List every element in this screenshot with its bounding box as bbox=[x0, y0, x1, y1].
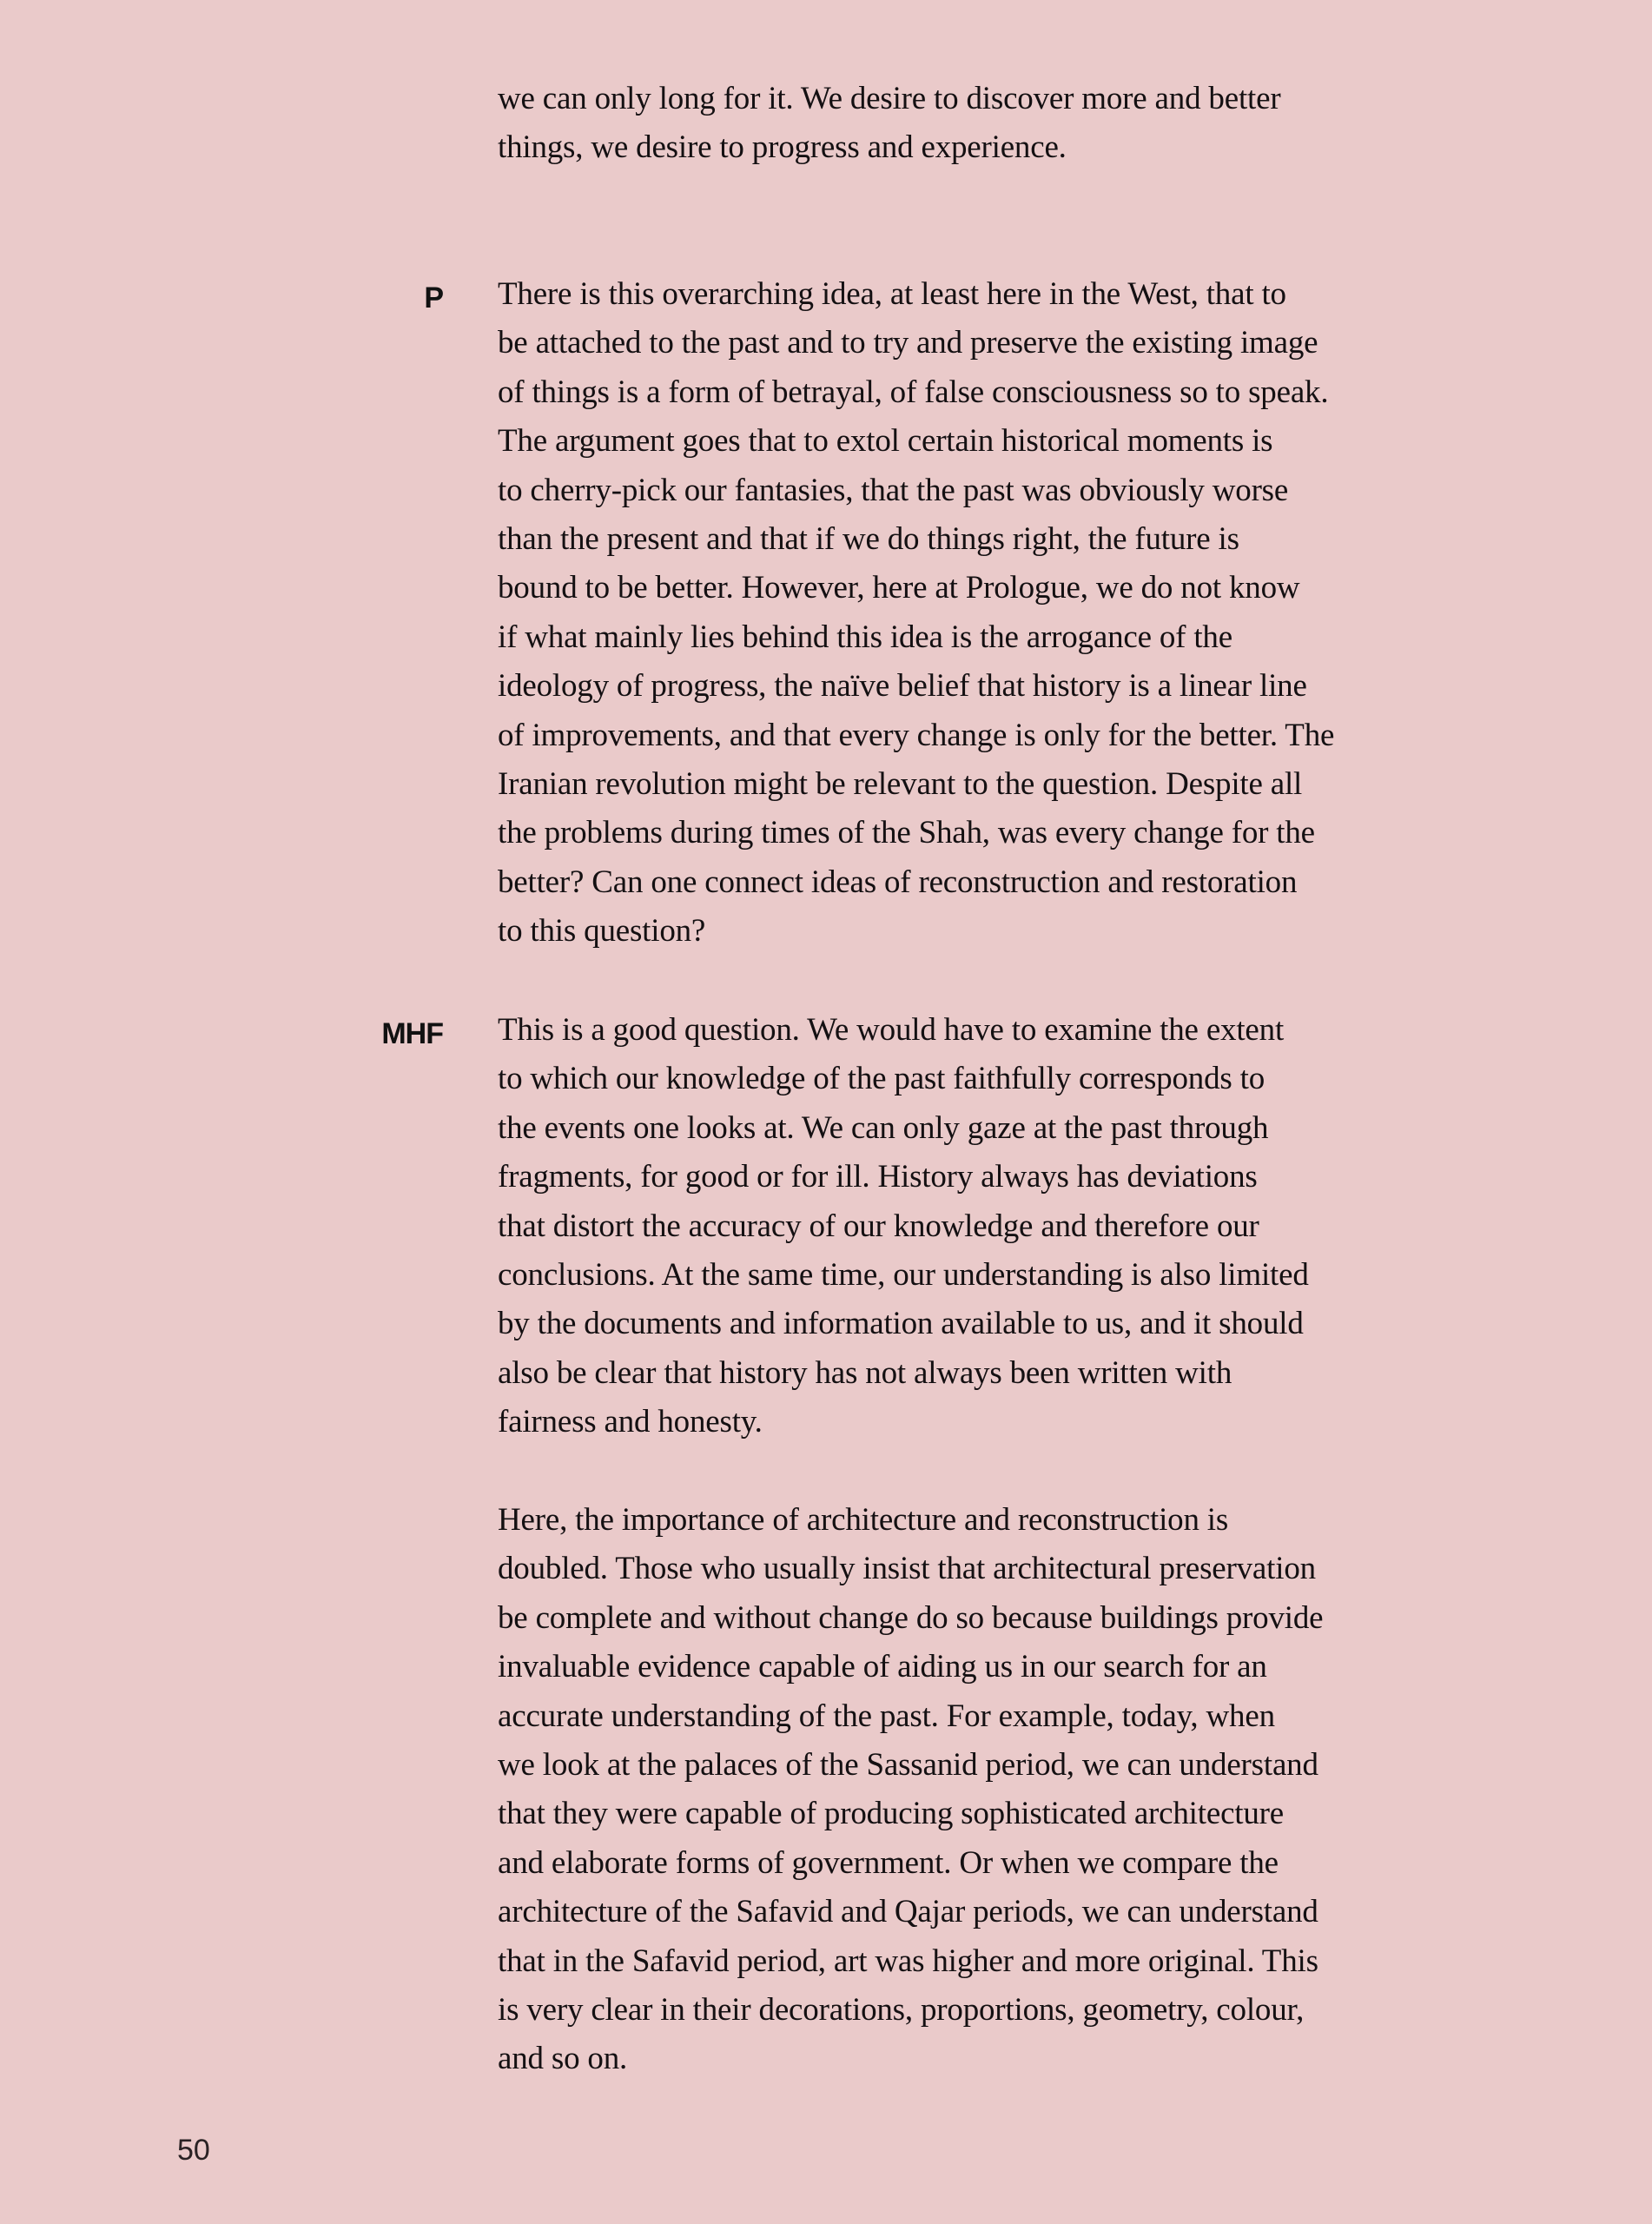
text-line: the events one looks at. We can only gaze at the past through bbox=[498, 1109, 1269, 1146]
paragraph-text bbox=[498, 75, 1497, 173]
text-line: invaluable evidence capable of aiding us in our search for an bbox=[498, 1649, 1267, 1685]
text-line: be attached to the past and to try and preserve the existing image bbox=[498, 325, 1318, 361]
text-line: of things is a form of betrayal, of false consciousness so to speak. bbox=[498, 374, 1329, 410]
text-line: be complete and without change do so because buildings provide bbox=[498, 1599, 1324, 1636]
text-line: by the documents and information available to us, and it should bbox=[498, 1306, 1304, 1342]
text-line: bound to be better. However, here at Prologue, we do not know bbox=[498, 570, 1300, 606]
text-line: Here, the importance of architecture and reconstruction is bbox=[498, 1502, 1229, 1538]
paragraph-text bbox=[498, 270, 1497, 956]
text-line: things, we desire to progress and experience. bbox=[498, 129, 1067, 166]
text-line: of improvements, and that every change is only for the better. The bbox=[498, 717, 1335, 753]
text-line: than the present and that if we do things right, the future is bbox=[498, 521, 1239, 558]
text-line: and elaborate forms of government. Or when we compare the bbox=[498, 1844, 1279, 1881]
text-line: accurate understanding of the past. For example, today, when bbox=[498, 1698, 1275, 1734]
text-line: fairness and honesty. bbox=[498, 1404, 763, 1440]
page-number: 50 bbox=[177, 2134, 210, 2167]
speaker-label-p: P bbox=[424, 281, 443, 314]
text-line: and so on. bbox=[498, 2041, 628, 2077]
text-line: doubled. Those who usually insist that architectural preservation bbox=[498, 1551, 1316, 1587]
text-line: also be clear that history has not always been written with bbox=[498, 1354, 1232, 1391]
text-line: we look at the palaces of the Sassanid period, we can understand bbox=[498, 1747, 1318, 1784]
text-line: ideology of progress, the naïve belief that history is a linear line bbox=[498, 668, 1307, 705]
text-line: to which our knowledge of the past faithfully corresponds to bbox=[498, 1061, 1265, 1097]
text-line: that in the Safavid period, art was higher and more original. This bbox=[498, 1943, 1318, 1979]
text-line: to cherry-pick our fantasies, that the past was obviously worse bbox=[498, 472, 1289, 508]
text-line: that distort the accuracy of our knowledge and therefore our bbox=[498, 1208, 1259, 1244]
speaker-label-mhf: MHF bbox=[381, 1017, 443, 1050]
paragraph-text bbox=[498, 1006, 1497, 1447]
text-line: if what mainly lies behind this idea is the arrogance of the bbox=[498, 619, 1232, 655]
paragraph-text bbox=[498, 1496, 1497, 2084]
text-line: we can only long for it. We desire to discover more and better bbox=[498, 81, 1281, 116]
text-line: better? Can one connect ideas of reconstruction and restoration bbox=[498, 864, 1298, 900]
text-line: Iranian revolution might be relevant to the question. Despite all bbox=[498, 766, 1303, 803]
text-line: architecture of the Safavid and Qajar periods, we can understand bbox=[498, 1894, 1318, 1930]
text-line: This is a good question. We would have to examine the extent bbox=[498, 1012, 1285, 1048]
text-line: is very clear in their decorations, proportions, geometry, colour, bbox=[498, 1992, 1305, 2029]
text-line: to this question? bbox=[498, 913, 706, 950]
text-line: There is this overarching idea, at least here in the West, that to bbox=[498, 276, 1286, 312]
text-line: that they were capable of producing sophisticated architecture bbox=[498, 1796, 1285, 1832]
text-line: the problems during times of the Shah, was every change for the bbox=[498, 815, 1315, 851]
text-line: fragments, for good or for ill. History always has deviations bbox=[498, 1159, 1258, 1195]
text-line: conclusions. At the same time, our understanding is also limited bbox=[498, 1257, 1309, 1294]
text-line: The argument goes that to extol certain historical moments is bbox=[498, 423, 1273, 460]
